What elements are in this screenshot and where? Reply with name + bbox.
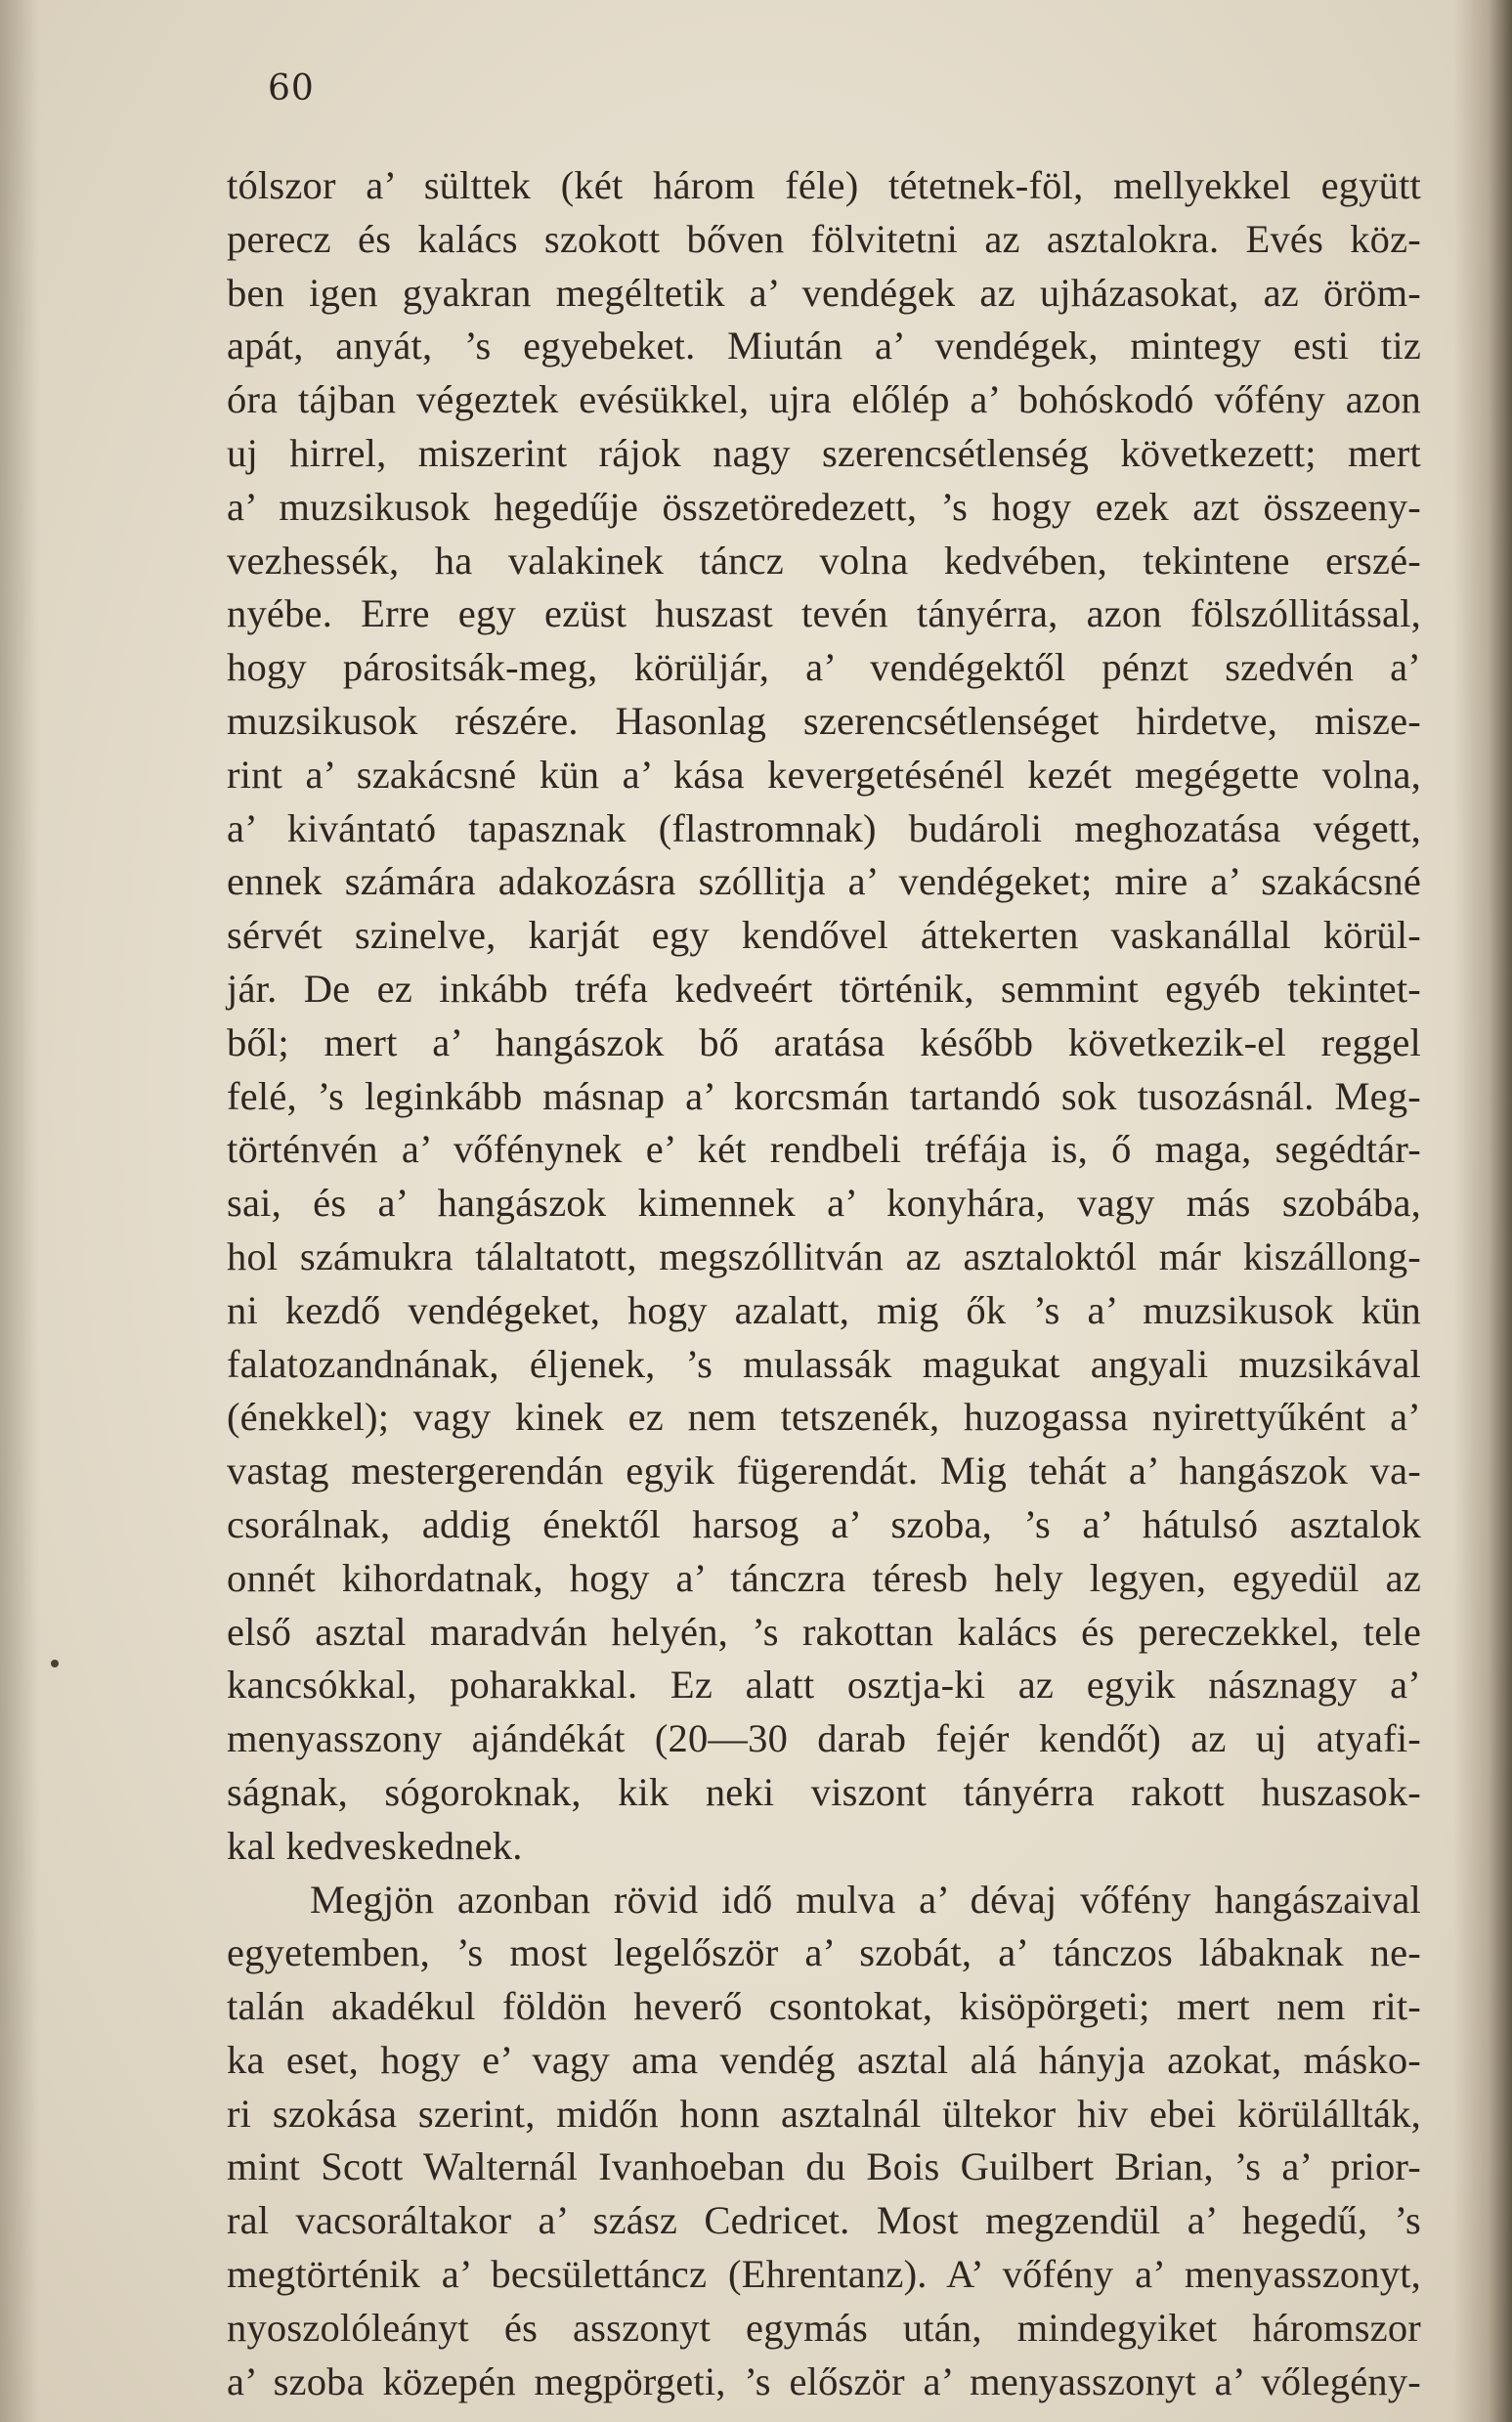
text-line: ben igen gyakran megéltetik a’ vendégek az ujházasokat, az öröm- [227, 270, 1421, 315]
text-line: rint a’ szakácsné kün a’ kása kevergetésénél kezét megégette volna, [227, 752, 1421, 797]
text-line: kal kedveskednek. [227, 1823, 523, 1868]
text-line: sérvét szinelve, karját egy kendővel áttekerten vaskanállal körül- [227, 913, 1421, 958]
text-line: sai, és a’ hangászok kimennek a’ konyhára, vagy más szobába, [227, 1181, 1421, 1226]
text-line: történvén a’ vőfénynek e’ két rendbeli tréfája is, ő maga, segédtár- [227, 1127, 1421, 1172]
text-line: ral vacsoráltakor a’ szász Cedricet. Most megzendül a’ hegedű, ’s [227, 2198, 1421, 2243]
paragraph-2 [227, 1874, 1421, 2409]
text-line: vezhessék, ha valakinek táncz volna kedvében, tekintene erszé- [227, 538, 1421, 583]
text-line: a’ szoba közepén megpörgeti, ’s először a’ menyasszonyt a’ vőlegény- [227, 2358, 1421, 2403]
text-line: hol számukra tálaltatott, megszóllitván az asztaloktól már kiszállong- [227, 1233, 1421, 1278]
page-number: 60 [268, 68, 315, 108]
text-line: ennek számára adakozásra szóllitja a’ vendégeket; mire a’ szakácsné [227, 859, 1421, 904]
text-line: ságnak, sógoroknak, kik neki viszont tányérra rakott huszasok- [227, 1769, 1421, 1814]
text-line: onnét kihordatnak, hogy a’ tánczra téresb hely legyen, egyedül az [227, 1555, 1421, 1600]
text-line: vastag mestergerendán egyik fügerendát. Mig tehát a’ hangászok va- [227, 1449, 1421, 1493]
text-line: kancsókkal, poharakkal. Ez alatt osztja-ki az egyik násznagy a’ [227, 1663, 1421, 1708]
text-line: megtörténik a’ becsülettáncz (Ehrentanz). A’ vőfény a’ menyasszonyt, [227, 2252, 1421, 2297]
text-line: ből; mert a’ hangászok bő aratása később következik-el reggel [227, 1019, 1421, 1064]
spine-shadow [1453, 0, 1512, 2422]
text-line: menyasszony ajándékát (20—30 darab fejér kendőt) az uj atyafi- [227, 1716, 1421, 1761]
text-line: ni kezdő vendégeket, hogy azalatt, mig ők ’s a’ muzsikusok kün [227, 1287, 1421, 1332]
text-line: uj hirrel, miszerint rájok nagy szerencsétlenség következett; mert [227, 430, 1421, 475]
text-line: felé, ’s leginkább másnap a’ korcsmán tartandó sok tusozásnál. Meg- [227, 1073, 1421, 1118]
text-line: ka eset, hogy e’ vagy ama vendég asztal alá hányja azokat, másko- [227, 2037, 1421, 2082]
text-line: nyoszolóleányt és asszonyt egymás után, mindegyiket háromszor [227, 2305, 1421, 2350]
text-line: jár. De ez inkább tréfa kedveért történik, semmint egyéb tekintet- [227, 966, 1421, 1011]
text-line: a’ muzsikusok hegedűje összetöredezett, ’s hogy ezek azt összeeny- [227, 484, 1421, 529]
text-line: tólszor a’ sülttek (két három féle) tétetnek-föl, mellyekkel együtt [227, 163, 1421, 207]
text-line: a’ kivántató tapasznak (flastromnak) budároli meghozatása végett, [227, 805, 1421, 850]
margin-mark [51, 1660, 59, 1667]
paragraph-1 [227, 159, 1421, 1874]
text-line: apát, anyát, ’s egyebeket. Miután a’ vendégek, mintegy esti tiz [227, 324, 1421, 368]
text-line: perecz és kalács szokott bőven fölvitetni az asztalokra. Evés köz- [227, 216, 1421, 261]
text-line: muzsikusok részére. Hasonlag szerencsétlenséget hirdetve, misze- [227, 698, 1421, 743]
page-edge-shadow [0, 0, 39, 2422]
text-line: csorálnak, addig énektől harsog a’ szoba, ’s a’ hátulsó asztalok [227, 1501, 1421, 1546]
text-line: nyébe. Erre egy ezüst huszast tevén tányérra, azon fölszóllitással, [227, 591, 1421, 636]
text-line: falatozandnának, éljenek, ’s mulassák magukat angyali muzsikával [227, 1341, 1421, 1386]
text-line: Megjön azonban rövid idő mulva a’ dévaj vőfény hangászaival [310, 1877, 1421, 1922]
text-line: mint Scott Walternál Ivanhoeban du Bois Guilbert Brian, ’s a’ prior- [227, 2144, 1421, 2189]
text-line: hogy párositsák-meg, körüljár, a’ vendégektől pénzt szedvén a’ [227, 645, 1421, 690]
text-line: (énekkel); vagy kinek ez nem tetszenék, huzogassa nyirettyűként a’ [227, 1395, 1421, 1440]
text-block [227, 159, 1421, 2408]
text-line: első asztal maradván helyén, ’s rakottan kalács és pereczekkel, tele [227, 1609, 1421, 1654]
text-line: óra tájban végeztek evésükkel, ujra előlép a’ bohóskodó vőfény azon [227, 377, 1421, 422]
text-line: talán akadékul földön heverő csontokat, kisöpörgeti; mert nem rit- [227, 1984, 1421, 2029]
text-line: ri szokása szerint, midőn honn asztalnál ültekor hiv ebei körülállták, [227, 2091, 1421, 2136]
text-line: egyetemben, ’s most legelőször a’ szobát, a’ tánczos lábaknak ne- [227, 1930, 1421, 1975]
